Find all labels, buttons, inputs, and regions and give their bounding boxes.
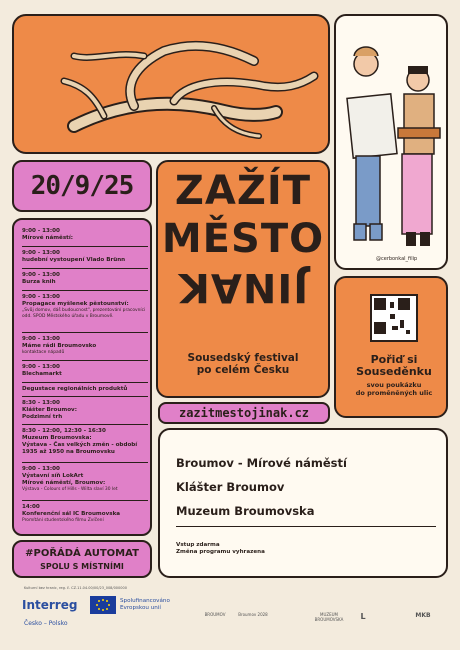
event-notes: [176, 542, 265, 556]
schedule-text: Klášter Broumov:: [22, 407, 77, 413]
schedule-item: [22, 428, 150, 456]
divider: [22, 246, 148, 247]
schedule-text: Propagace myšlenek pěstounství:: [22, 301, 129, 307]
schedule-text: Konferenční sál IC Broumovska: [22, 511, 121, 517]
schedule-item: [22, 272, 150, 286]
voucher-title-line-1: Pořiď si: [370, 353, 418, 366]
schedule-item: [22, 466, 150, 493]
sponsor-logo: [380, 612, 400, 626]
schedule-time: 8:30 - 12:00, 12:30 - 16:30: [22, 428, 106, 434]
people-illustration: [336, 16, 446, 268]
qr-card: [334, 276, 448, 418]
voucher-subtitle: [342, 381, 446, 397]
schedule-text: Muzeum Broumovska:: [22, 435, 92, 441]
broumov-2028-logo: Broumov 2028: [238, 612, 268, 617]
schedule-item: [22, 336, 150, 356]
venue-3: Muzeum Broumovska: [176, 504, 315, 518]
divider: [22, 290, 148, 291]
schedule-time: 14:00: [22, 504, 40, 510]
schedule-time: 9:00 - 13:00: [22, 336, 60, 342]
schedule-time: 8:30 - 13:00: [22, 400, 60, 406]
schedule-item: [22, 504, 150, 524]
hashtag-line-2: SPOLU S MÍSTNÍMI: [40, 562, 124, 571]
branch-illustration: [14, 16, 328, 152]
voucher-subtitle-line-2: do proměněných ulic: [355, 389, 433, 397]
venue-1: Broumov - Mírové náměstí: [176, 456, 347, 470]
schedule-item: [22, 400, 150, 421]
illustration-branch-card: [12, 14, 330, 154]
schedule-text: Degustace regionálních produktů: [22, 386, 128, 392]
website-card[interactable]: [158, 402, 330, 424]
muzeum-broumovska-logo: MUZEUM BROUMOVSKA: [314, 612, 344, 622]
schedule-detail: Podzimní trh: [22, 414, 63, 420]
schedule-item: [22, 250, 150, 264]
divider: [22, 396, 148, 397]
divider: [22, 382, 148, 383]
subtitle-line-1: Sousedský festival: [187, 352, 299, 364]
broumov-logo: BROUMOV: [204, 612, 226, 617]
illustration-credit: @cerbonkal_filip: [376, 256, 418, 262]
eu-flag-icon: [90, 596, 116, 614]
date-card: [12, 160, 152, 212]
title-line-1: ZAŽÍT: [174, 168, 312, 214]
divider: [22, 268, 148, 269]
interreg-logo: Interreg: [22, 598, 78, 612]
mkb-logo: MKB: [415, 612, 431, 619]
region-label: Česko – Polsko: [24, 620, 68, 627]
schedule-card: [12, 218, 152, 536]
schedule-time: 9:00 - 13:00: [22, 272, 60, 278]
hashtag-line-1: #POŘÁDÁ AUTOMAT: [25, 548, 139, 559]
voucher-title-line-2: Souseděnku: [356, 365, 432, 378]
eu-line-1: Spolufinancováno: [120, 598, 170, 604]
website-link[interactable]: zazitmestojinak.cz: [178, 406, 310, 420]
title-line-3: JINAK: [177, 264, 309, 310]
qr-code[interactable]: [370, 294, 418, 342]
schedule-text: Výstavní síň LokArt: [22, 473, 84, 479]
schedule-time: 9:00 - 13:00: [22, 294, 60, 300]
illustration-people-card: [334, 14, 448, 270]
schedule-text: Burza knih: [22, 279, 56, 285]
schedule-detail: Promítání studentského filmu Zvíčení: [22, 518, 104, 523]
divider: [22, 360, 148, 361]
sponsor-logo: [276, 612, 298, 626]
schedule-detail: Mírové náměstí, Broumov:: [22, 480, 106, 486]
schedule-detail: kontaktace nápadů: [22, 350, 65, 355]
schedule-time: 9:00 - 13:00: [22, 364, 60, 370]
voucher-title: [342, 354, 446, 378]
schedule-place: Mírové náměstí:: [22, 235, 74, 241]
eu-cofinanced-text: [120, 598, 170, 612]
schedule-time: 9:00 - 13:00: [22, 228, 60, 234]
schedule-text: Blechamarkt: [22, 371, 62, 377]
schedule-detail: Výstava - Čas velkých změn - období 1935 až 1950 na Broumovsku: [22, 442, 138, 455]
schedule-item: [22, 228, 150, 242]
title-card: [156, 160, 330, 398]
subtitle: [158, 352, 328, 376]
note-free-entry: Vstup zdarma: [176, 542, 220, 548]
divider: [22, 332, 148, 333]
schedule-detail: „Svůj domov, dáš budoucnost", prezentování pracovníci odd. SPOD Městského úřadu v Broumově.: [22, 308, 146, 319]
l-logo: L: [360, 612, 366, 621]
divider: [22, 424, 148, 425]
hashtag-card: [12, 540, 152, 578]
venues-card: [158, 428, 448, 578]
divider: [22, 462, 148, 463]
divider: [22, 500, 148, 501]
schedule-item: [22, 364, 150, 378]
schedule-item: [22, 386, 150, 393]
schedule-time: 9:00 - 13:00: [22, 250, 60, 256]
title-line-2: MĚSTO: [161, 216, 325, 262]
divider: [176, 526, 436, 527]
venue-2: Klášter Broumov: [176, 480, 285, 494]
note-program-change: Změna programu vyhrazena: [176, 549, 265, 555]
subtitle-line-2: po celém Česku: [196, 364, 290, 376]
schedule-item: [22, 294, 150, 319]
schedule-text: hudební vystoupení Vlado Brünn: [22, 257, 126, 263]
voucher-subtitle-line-1: svou poukázku: [366, 381, 422, 389]
event-date: 20/9/25: [30, 171, 134, 201]
schedule-time: 9:00 - 13:00: [22, 466, 60, 472]
project-note: Kulturní bez hranic, reg. č. CZ.11.04.00/00/23_008/000000: [24, 586, 127, 590]
schedule-detail: Výstava - Colours of Hills - Wilta slaví 30 let: [22, 487, 118, 492]
eu-line-2: Evropskou unií: [120, 605, 161, 611]
schedule-text: Máme rádi Broumovsko: [22, 343, 97, 349]
